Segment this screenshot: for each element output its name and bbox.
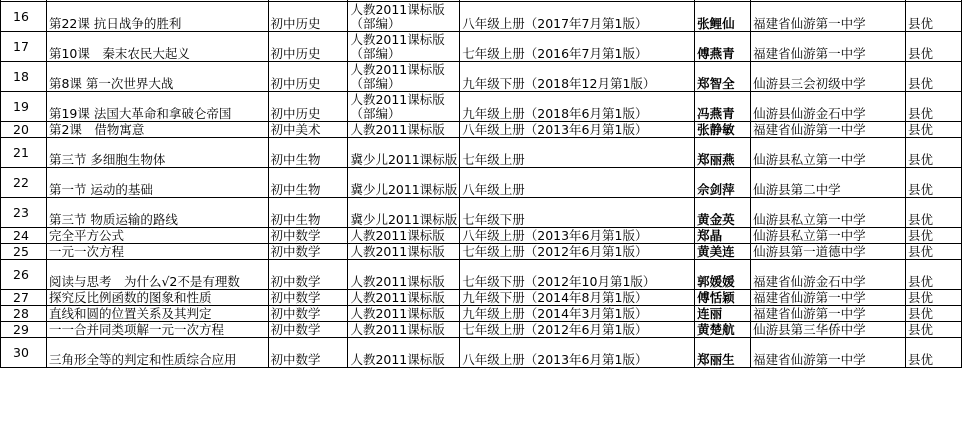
teacher-name: 张鲤仙 bbox=[695, 2, 751, 32]
row-number: 21 bbox=[1, 138, 47, 168]
lesson-title: 直线和圆的位置关系及其判定 bbox=[46, 306, 268, 322]
row-number: 28 bbox=[1, 306, 47, 322]
subject: 初中数学 bbox=[268, 338, 348, 368]
textbook-edition: 人教2011课标版 bbox=[348, 228, 460, 244]
table-row bbox=[1, 322, 962, 338]
textbook-edition: 人教2011课标版 bbox=[348, 244, 460, 260]
table-row bbox=[1, 290, 962, 306]
table-row bbox=[1, 244, 962, 260]
school-name: 仙游县私立第一中学 bbox=[751, 138, 906, 168]
award-level: 县优 bbox=[906, 168, 962, 198]
grade-volume: 九年级上册（2014年3月第1版） bbox=[460, 306, 695, 322]
school-name: 仙游县仙游金石中学 bbox=[751, 92, 906, 122]
grade-volume: 八年级上册（2013年6月第1版） bbox=[460, 122, 695, 138]
textbook-edition: 人教2011课标版 bbox=[348, 338, 460, 368]
lesson-title: 探究反比例函数的图象和性质 bbox=[46, 290, 268, 306]
textbook-edition: 人教2011课标版 bbox=[348, 322, 460, 338]
lesson-title: 第一节 运动的基础 bbox=[46, 168, 268, 198]
textbook-edition: 人教2011课标版 bbox=[348, 306, 460, 322]
row-number: 24 bbox=[1, 228, 47, 244]
grade-volume: 八年级上册（2017年7月第1版） bbox=[460, 2, 695, 32]
award-level: 县优 bbox=[906, 2, 962, 32]
grade-volume: 七年级上册 bbox=[460, 138, 695, 168]
grade-volume: 八年级上册（2013年6月第1版） bbox=[460, 228, 695, 244]
school-name: 仙游县私立第一中学 bbox=[751, 198, 906, 228]
grade-volume: 九年级上册（2018年6月第1版） bbox=[460, 92, 695, 122]
subject: 初中生物 bbox=[268, 138, 348, 168]
teacher-name: 郑丽燕 bbox=[695, 138, 751, 168]
teacher-name: 黄楚航 bbox=[695, 322, 751, 338]
lesson-title: 三角形全等的判定和性质综合应用 bbox=[46, 338, 268, 368]
award-level: 县优 bbox=[906, 92, 962, 122]
row-number: 30 bbox=[1, 338, 47, 368]
award-level: 县优 bbox=[906, 338, 962, 368]
subject: 初中历史 bbox=[268, 2, 348, 32]
teacher-name: 郑丽生 bbox=[695, 338, 751, 368]
award-level: 县优 bbox=[906, 228, 962, 244]
table-row bbox=[1, 228, 962, 244]
grade-volume: 九年级下册（2014年8月第1版） bbox=[460, 290, 695, 306]
school-name: 福建省仙游第一中学 bbox=[751, 32, 906, 62]
lesson-title: 一元一次方程 bbox=[46, 244, 268, 260]
table-row bbox=[1, 168, 962, 198]
grade-volume: 八年级上册（2013年6月第1版） bbox=[460, 338, 695, 368]
school-name: 福建省仙游第一中学 bbox=[751, 290, 906, 306]
teacher-name: 佘剑萍 bbox=[695, 168, 751, 198]
subject: 初中生物 bbox=[268, 198, 348, 228]
table-row bbox=[1, 2, 962, 32]
lesson-title: 第2课 借物寓意 bbox=[46, 122, 268, 138]
row-number: 26 bbox=[1, 260, 47, 290]
school-name: 仙游县私立第一中学 bbox=[751, 228, 906, 244]
school-name: 仙游县第三华侨中学 bbox=[751, 322, 906, 338]
textbook-edition: 人教2011课标版（部编） bbox=[348, 92, 460, 122]
textbook-edition: 人教2011课标版（部编） bbox=[348, 2, 460, 32]
subject: 初中数学 bbox=[268, 322, 348, 338]
row-number: 16 bbox=[1, 2, 47, 32]
school-name: 福建省仙游第一中学 bbox=[751, 306, 906, 322]
row-number: 25 bbox=[1, 244, 47, 260]
grade-volume: 七年级下册（2012年10月第1版） bbox=[460, 260, 695, 290]
grade-volume: 七年级下册 bbox=[460, 198, 695, 228]
lesson-title: 第22课 抗日战争的胜利 bbox=[46, 2, 268, 32]
subject: 初中历史 bbox=[268, 32, 348, 62]
textbook-edition: 冀少儿2011课标版 bbox=[348, 198, 460, 228]
subject: 初中数学 bbox=[268, 290, 348, 306]
school-name: 福建省仙游第一中学 bbox=[751, 2, 906, 32]
row-number: 19 bbox=[1, 92, 47, 122]
grade-volume: 七年级上册（2016年7月第1版） bbox=[460, 32, 695, 62]
row-number: 23 bbox=[1, 198, 47, 228]
lesson-title: 第10课 秦末农民大起义 bbox=[46, 32, 268, 62]
lesson-title: 阅读与思考 为什么√2不是有理数 bbox=[46, 260, 268, 290]
table-row bbox=[1, 198, 962, 228]
school-name: 福建省仙游第一中学 bbox=[751, 338, 906, 368]
school-name: 仙游县第二中学 bbox=[751, 168, 906, 198]
award-level: 县优 bbox=[906, 260, 962, 290]
row-number: 27 bbox=[1, 290, 47, 306]
table-row bbox=[1, 138, 962, 168]
grade-volume: 九年级下册（2018年12月第1版） bbox=[460, 62, 695, 92]
teacher-name: 黄美连 bbox=[695, 244, 751, 260]
award-level: 县优 bbox=[906, 138, 962, 168]
award-level: 县优 bbox=[906, 62, 962, 92]
school-name: 福建省仙游金石中学 bbox=[751, 260, 906, 290]
teacher-name: 傅燕青 bbox=[695, 32, 751, 62]
teacher-name: 冯燕青 bbox=[695, 92, 751, 122]
table-row bbox=[1, 260, 962, 290]
textbook-edition: 人教2011课标版 bbox=[348, 260, 460, 290]
school-name: 仙游县第一道德中学 bbox=[751, 244, 906, 260]
award-level: 县优 bbox=[906, 244, 962, 260]
textbook-edition: 人教2011课标版 bbox=[348, 122, 460, 138]
lesson-title: 第三节 物质运输的路线 bbox=[46, 198, 268, 228]
row-number: 29 bbox=[1, 322, 47, 338]
grade-volume: 七年级上册（2012年6月第1版） bbox=[460, 322, 695, 338]
lesson-title: 一一合并同类项解一元一次方程 bbox=[46, 322, 268, 338]
grade-volume: 七年级上册（2012年6月第1版） bbox=[460, 244, 695, 260]
award-level: 县优 bbox=[906, 290, 962, 306]
textbook-edition: 冀少儿2011课标版 bbox=[348, 168, 460, 198]
subject: 初中数学 bbox=[268, 260, 348, 290]
teacher-name: 连丽 bbox=[695, 306, 751, 322]
school-name: 仙游县三会初级中学 bbox=[751, 62, 906, 92]
subject: 初中数学 bbox=[268, 244, 348, 260]
table-row bbox=[1, 62, 962, 92]
award-level: 县优 bbox=[906, 32, 962, 62]
subject: 初中美术 bbox=[268, 122, 348, 138]
subject: 初中数学 bbox=[268, 228, 348, 244]
subject: 初中生物 bbox=[268, 168, 348, 198]
row-number: 17 bbox=[1, 32, 47, 62]
subject: 初中数学 bbox=[268, 306, 348, 322]
row-number: 18 bbox=[1, 62, 47, 92]
school-name: 福建省仙游第一中学 bbox=[751, 122, 906, 138]
table-row bbox=[1, 32, 962, 62]
table-body bbox=[1, 0, 962, 368]
award-level: 县优 bbox=[906, 322, 962, 338]
lesson-title: 第8课 第一次世界大战 bbox=[46, 62, 268, 92]
teacher-name: 黄金英 bbox=[695, 198, 751, 228]
lesson-title: 第三节 多细胞生物体 bbox=[46, 138, 268, 168]
teacher-name: 郭媛媛 bbox=[695, 260, 751, 290]
teacher-name: 傅恬颖 bbox=[695, 290, 751, 306]
table-row bbox=[1, 306, 962, 322]
teacher-name: 张静敏 bbox=[695, 122, 751, 138]
row-number: 20 bbox=[1, 122, 47, 138]
row-number: 22 bbox=[1, 168, 47, 198]
textbook-edition: 人教2011课标版（部编） bbox=[348, 32, 460, 62]
award-level: 县优 bbox=[906, 198, 962, 228]
textbook-edition: 人教2011课标版 bbox=[348, 290, 460, 306]
award-level: 县优 bbox=[906, 306, 962, 322]
table-row bbox=[1, 122, 962, 138]
textbook-edition: 人教2011课标版（部编） bbox=[348, 62, 460, 92]
grade-volume: 八年级上册 bbox=[460, 168, 695, 198]
lesson-title: 第19课 法国大革命和拿破仑帝国 bbox=[46, 92, 268, 122]
teacher-name: 郑晶 bbox=[695, 228, 751, 244]
table-row bbox=[1, 92, 962, 122]
subject: 初中历史 bbox=[268, 62, 348, 92]
subject: 初中历史 bbox=[268, 92, 348, 122]
lesson-title: 完全平方公式 bbox=[46, 228, 268, 244]
table-row bbox=[1, 338, 962, 368]
textbook-edition: 冀少儿2011课标版 bbox=[348, 138, 460, 168]
award-level: 县优 bbox=[906, 122, 962, 138]
teacher-name: 郑智全 bbox=[695, 62, 751, 92]
